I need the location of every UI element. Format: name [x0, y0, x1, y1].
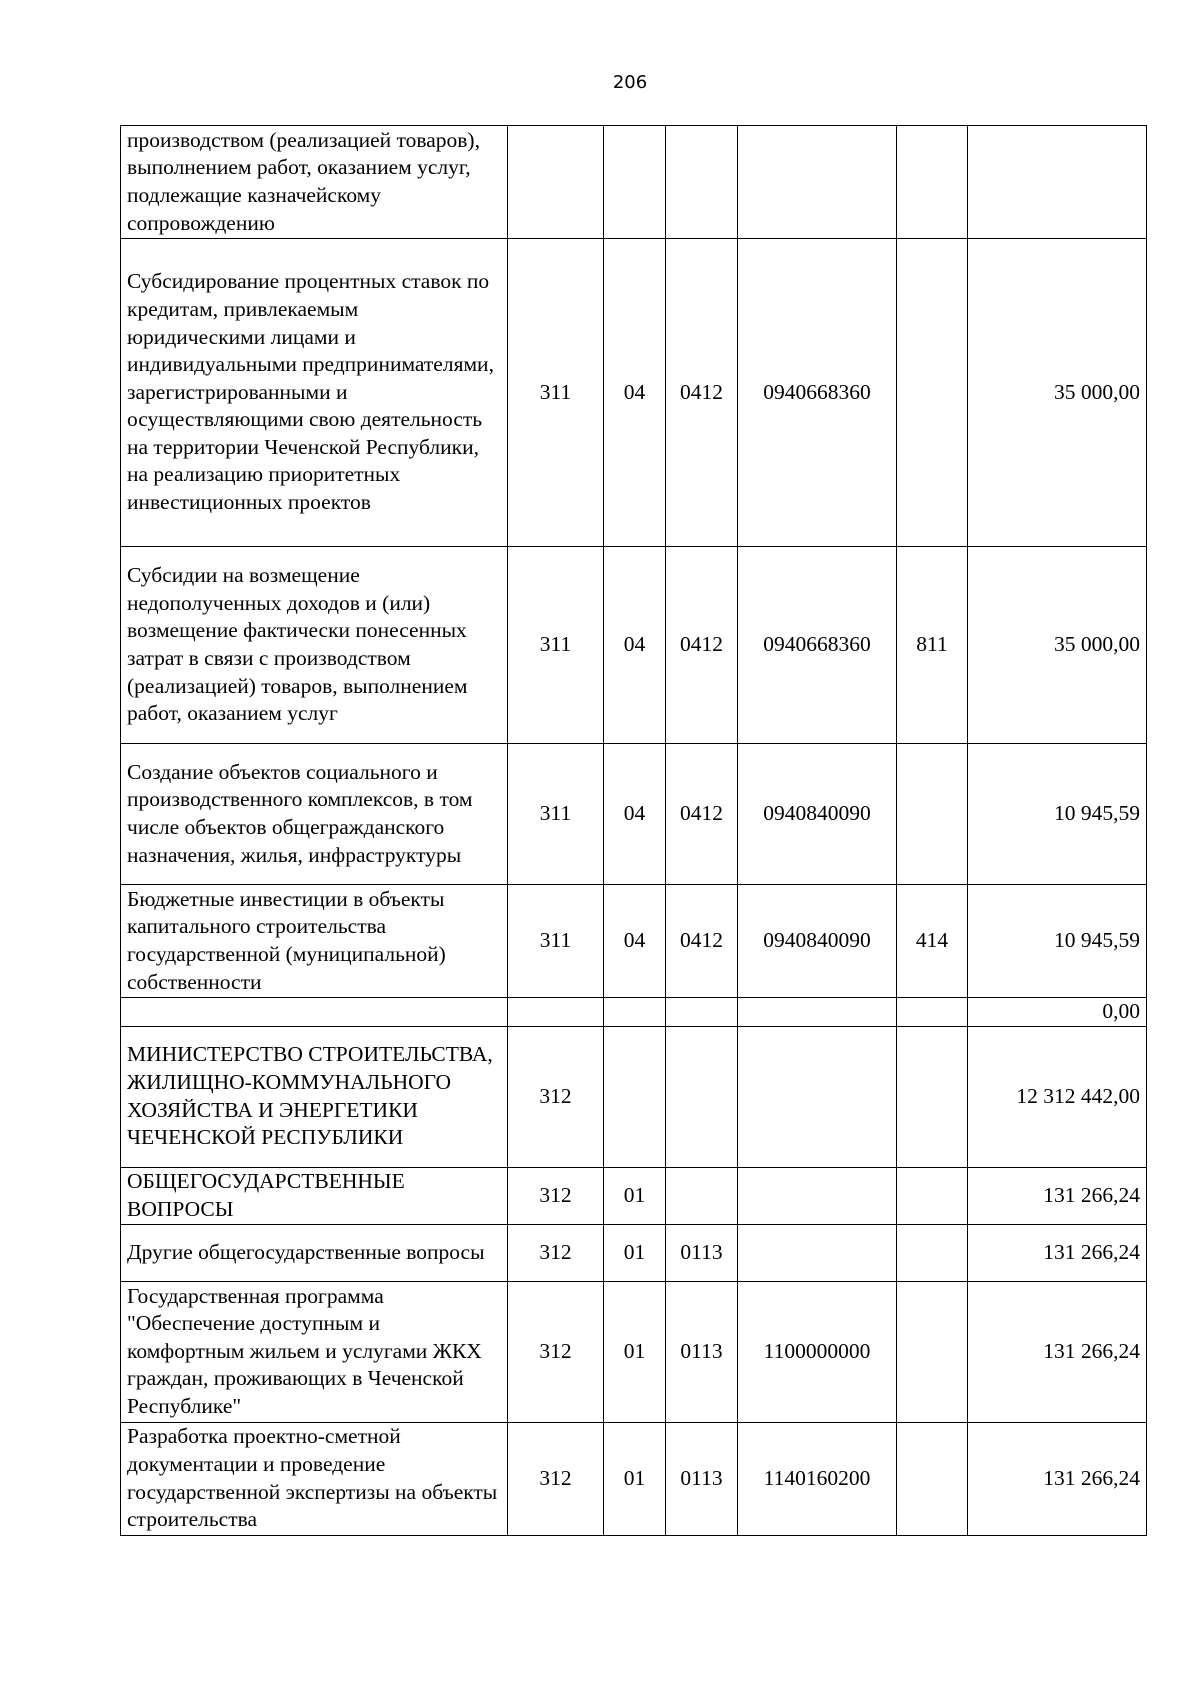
section-code	[604, 1026, 666, 1167]
subsection-code: 0412	[666, 744, 738, 885]
row-name: Создание объектов социального и производственного комплексов, в том числе объектов общегражданского назначения, жилья, инфраструктуры	[121, 744, 508, 885]
amount: 10 945,59	[968, 885, 1147, 998]
section-code: 01	[604, 1281, 666, 1422]
expense-type-code	[897, 1224, 968, 1281]
subsection-code: 0412	[666, 239, 738, 547]
row-name: ОБЩЕГОСУДАРСТВЕННЫЕ ВОПРОСЫ	[121, 1167, 508, 1224]
subsection-code	[666, 1026, 738, 1167]
table-row	[121, 744, 1147, 885]
section-code: 01	[604, 1224, 666, 1281]
row-name: Государственная программа "Обеспечение доступным и комфортным жильем и услугами ЖКХ граждан, проживающих в Чеченской Республике"	[121, 1281, 508, 1422]
table-row	[121, 547, 1147, 744]
ministry-code: 312	[508, 1422, 604, 1535]
ministry-code: 312	[508, 1167, 604, 1224]
subsection-code	[666, 998, 738, 1027]
ministry-code	[508, 126, 604, 239]
ministry-code: 312	[508, 1281, 604, 1422]
section-code	[604, 998, 666, 1027]
expense-type-code: 414	[897, 885, 968, 998]
target-code: 1140160200	[738, 1422, 897, 1535]
amount: 0,00	[968, 998, 1147, 1027]
ministry-code: 311	[508, 547, 604, 744]
expense-type-code	[897, 1281, 968, 1422]
table-row	[121, 126, 1147, 239]
row-name: Субсидии на возмещение недополученных доходов и (или) возмещение фактически понесенных затрат в связи с производством (реализацией) товаров, выполнением работ, оказанием услуг	[121, 547, 508, 744]
target-code	[738, 998, 897, 1027]
target-code	[738, 1224, 897, 1281]
page-number: 206	[612, 72, 648, 93]
row-name: МИНИСТЕРСТВО СТРОИТЕЛЬСТВА, ЖИЛИЩНО-КОММУНАЛЬНОГО ХОЗЯЙСТВА И ЭНЕРГЕТИКИ ЧЕЧЕНСКОЙ РЕСПУБЛИКИ	[121, 1026, 508, 1167]
amount: 35 000,00	[968, 547, 1147, 744]
section-code: 04	[604, 239, 666, 547]
subsection-code: 0113	[666, 1422, 738, 1535]
table-row	[121, 1281, 1147, 1422]
table-row	[121, 239, 1147, 547]
table-row	[121, 998, 1147, 1027]
row-name: Бюджетные инвестиции в объекты капитального строительства государственной (муниципальной) собственности	[121, 885, 508, 998]
expense-type-code	[897, 998, 968, 1027]
subsection-code: 0113	[666, 1224, 738, 1281]
subsection-code	[666, 126, 738, 239]
expense-type-code	[897, 239, 968, 547]
amount: 131 266,24	[968, 1422, 1147, 1535]
subsection-code: 0412	[666, 885, 738, 998]
budget-table-body	[121, 126, 1147, 1536]
expense-type-code	[897, 744, 968, 885]
subsection-code: 0412	[666, 547, 738, 744]
table-row	[121, 885, 1147, 998]
row-name	[121, 998, 508, 1027]
amount: 131 266,24	[968, 1167, 1147, 1224]
expense-type-code: 811	[897, 547, 968, 744]
amount	[968, 126, 1147, 239]
target-code: 0940668360	[738, 547, 897, 744]
table-row	[121, 1422, 1147, 1535]
target-code: 0940668360	[738, 239, 897, 547]
target-code	[738, 1026, 897, 1167]
expense-type-code	[897, 1026, 968, 1167]
section-code: 04	[604, 885, 666, 998]
ministry-code: 311	[508, 239, 604, 547]
expense-type-code	[897, 1167, 968, 1224]
row-name: Разработка проектно-сметной документации и проведение государственной экспертизы на объекты строительства	[121, 1422, 508, 1535]
row-name: производством (реализацией товаров), выполнением работ, оказанием услуг, подлежащие казначейскому сопровождению	[121, 126, 508, 239]
amount: 10 945,59	[968, 744, 1147, 885]
amount: 131 266,24	[968, 1281, 1147, 1422]
target-code: 0940840090	[738, 744, 897, 885]
amount: 12 312 442,00	[968, 1026, 1147, 1167]
expense-type-code	[897, 126, 968, 239]
target-code: 1100000000	[738, 1281, 897, 1422]
table-row	[121, 1224, 1147, 1281]
ministry-code: 312	[508, 1026, 604, 1167]
ministry-code: 312	[508, 1224, 604, 1281]
ministry-code	[508, 998, 604, 1027]
target-code	[738, 1167, 897, 1224]
amount: 131 266,24	[968, 1224, 1147, 1281]
subsection-code: 0113	[666, 1281, 738, 1422]
section-code: 01	[604, 1422, 666, 1535]
amount: 35 000,00	[968, 239, 1147, 547]
table-row	[121, 1026, 1147, 1167]
section-code	[604, 126, 666, 239]
table-row	[121, 1167, 1147, 1224]
ministry-code: 311	[508, 744, 604, 885]
budget-table	[120, 125, 1147, 1536]
target-code	[738, 126, 897, 239]
section-code: 04	[604, 744, 666, 885]
section-code: 01	[604, 1167, 666, 1224]
subsection-code	[666, 1167, 738, 1224]
ministry-code: 311	[508, 885, 604, 998]
row-name: Другие общегосударственные вопросы	[121, 1224, 508, 1281]
row-name: Субсидирование процентных ставок по кредитам, привлекаемым юридическими лицами и индивидуальными предпринимателями, зарегистрированными и осуществляющими свою деятельность на территории Чеченской Республики, на реализацию приоритетных инвестиционных проектов	[121, 239, 508, 547]
target-code: 0940840090	[738, 885, 897, 998]
section-code: 04	[604, 547, 666, 744]
expense-type-code	[897, 1422, 968, 1535]
